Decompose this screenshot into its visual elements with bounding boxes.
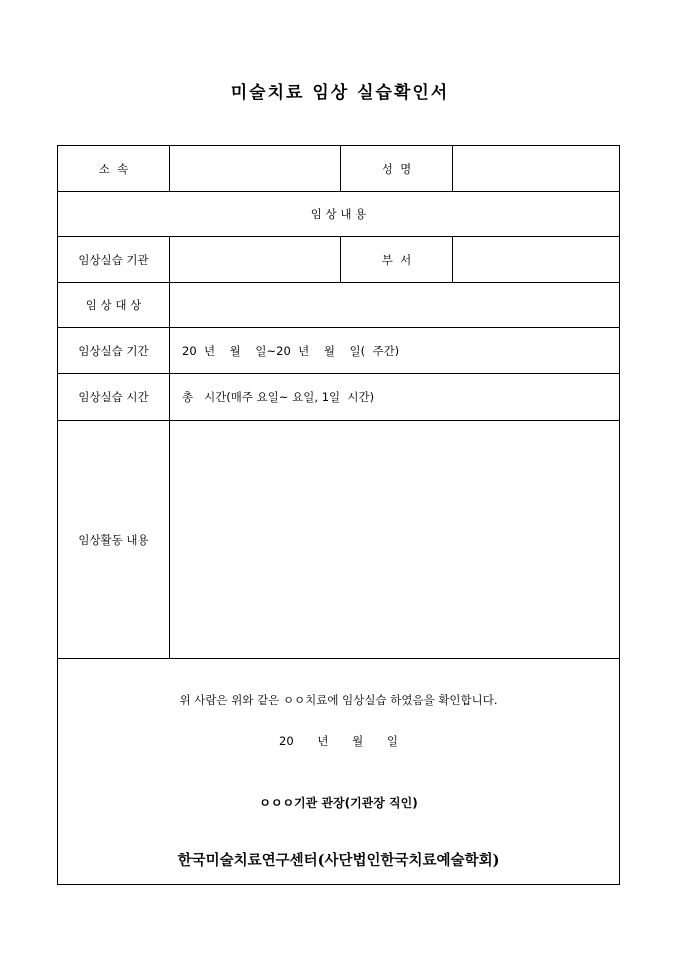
name-label: 성 명 xyxy=(341,146,453,192)
activity-row xyxy=(58,421,620,659)
institution-row xyxy=(58,237,620,283)
target-field[interactable] xyxy=(170,283,620,328)
target-row xyxy=(58,283,620,328)
document-title: 미술치료 임상 실습확인서 xyxy=(230,83,450,103)
institution-label: 임상실습 기관 xyxy=(58,237,170,283)
activity-label: 임상활동 내용 xyxy=(58,421,170,659)
activity-field[interactable] xyxy=(170,421,620,659)
confirmation-row xyxy=(58,659,620,885)
institution-signature: ㅇㅇㅇ기관 관장(기관장 직인) xyxy=(259,796,418,810)
department-label: 부 서 xyxy=(341,237,453,283)
target-label: 임 상 대 상 xyxy=(58,283,170,328)
affiliation-field[interactable] xyxy=(170,146,341,192)
confirmation-cell xyxy=(58,659,620,885)
practicum-form-table xyxy=(57,145,620,885)
name-field[interactable] xyxy=(453,146,620,192)
hours-label: 임상실습 시간 xyxy=(58,374,170,421)
hours-row xyxy=(58,374,620,421)
organization-name: 한국미술치료연구센터(사단법인한국치료예술학회) xyxy=(177,852,500,869)
confirmation-date: 20 년 월 일 xyxy=(279,734,398,748)
institution-field[interactable] xyxy=(170,237,341,283)
affiliation-row xyxy=(58,146,620,192)
affiliation-label: 소 속 xyxy=(58,146,170,192)
period-row xyxy=(58,328,620,374)
period-label: 임상실습 기간 xyxy=(58,328,170,374)
clinical-content-header: 임 상 내 용 xyxy=(58,192,620,237)
section-header-row xyxy=(58,192,620,237)
confirmation-text: 위 사람은 위와 같은 ㅇㅇ치료에 임상실습 하였음을 확인합니다. xyxy=(179,693,498,707)
hours-field[interactable]: 총 시간(매주 요일~ 요일, 1일 시간) xyxy=(170,374,620,421)
department-field[interactable] xyxy=(453,237,620,283)
period-field[interactable]: 20 년 월 일~20 년 월 일( 주간) xyxy=(170,328,620,374)
